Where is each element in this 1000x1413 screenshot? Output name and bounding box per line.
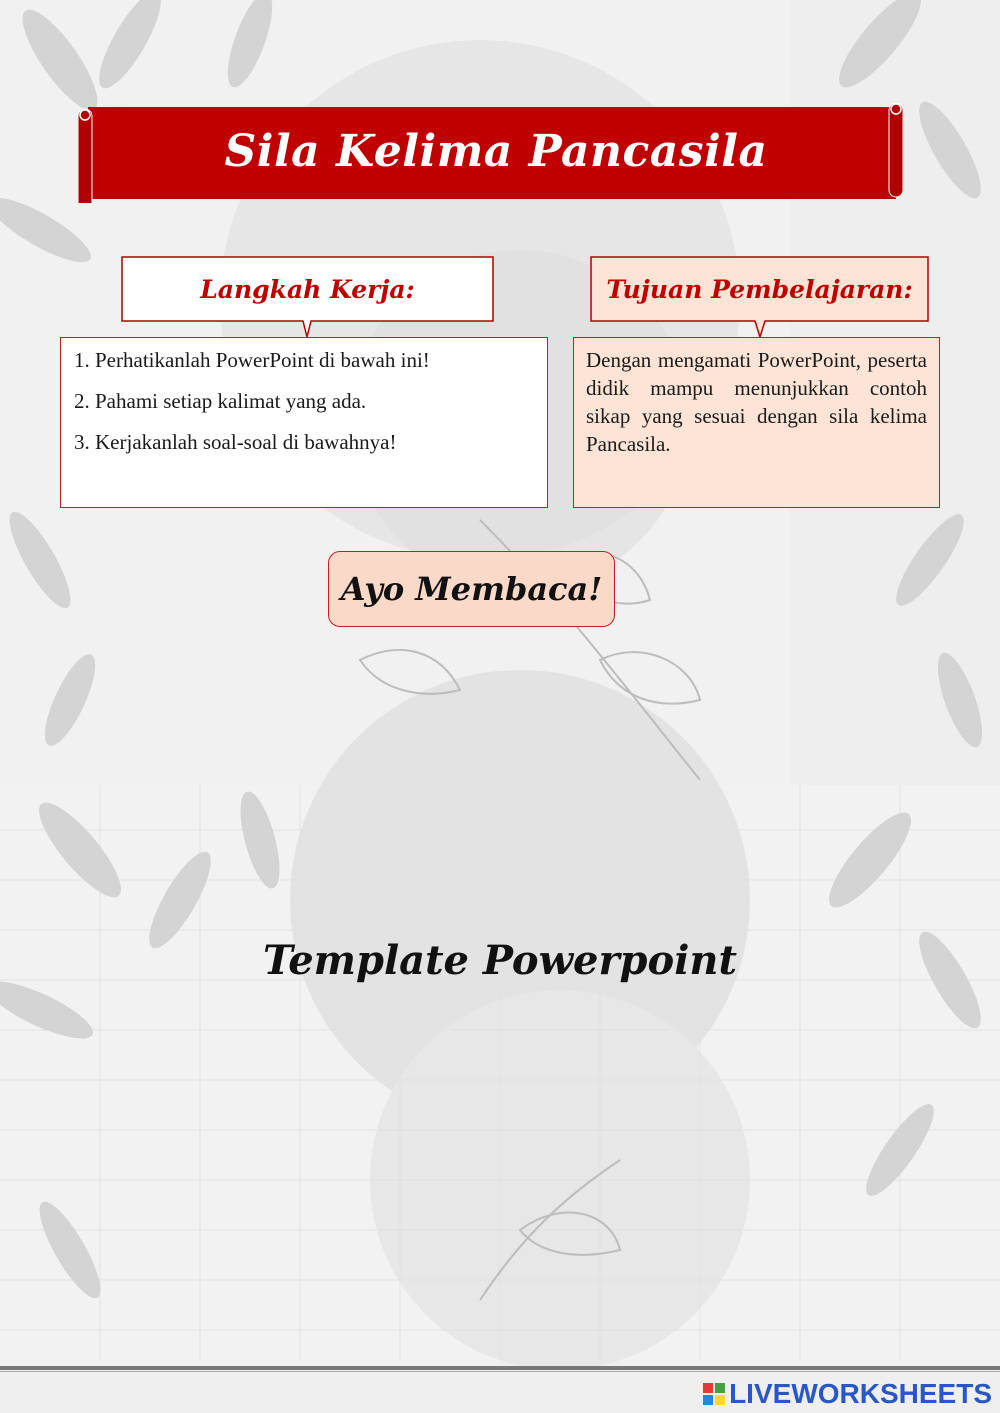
steps-heading: Langkah Kerja: [200, 274, 415, 304]
steps-heading-tag [121, 256, 494, 322]
read-button[interactable]: Ayo Membaca! [328, 551, 615, 627]
list-item: 2. Pahami setiap kalimat yang ada. [74, 389, 367, 413]
liveworksheets-logo-icon [703, 1383, 725, 1405]
list-item: 3. Kerjakanlah soal-soal di bawahnya! [74, 430, 397, 454]
brand-name: LIVEWORKSHEETS [729, 1378, 992, 1409]
goals-text: Dengan mengamati PowerPoint, peserta didik mampu menunjukkan contoh sikap yang sesuai dengan sila kelima Pancasila. [586, 348, 927, 456]
goals-box [573, 337, 940, 508]
footer-divider [0, 1366, 1000, 1370]
template-label: Template Powerpoint [263, 936, 737, 984]
footer-divider [0, 1371, 1000, 1372]
steps-box [60, 337, 548, 508]
goals-heading: Tujuan Pembelajaran: [606, 274, 913, 304]
liveworksheets-logo[interactable] [703, 1378, 992, 1410]
steps-list [74, 348, 534, 455]
page-title: Sila Kelima Pancasila [224, 125, 768, 177]
list-item: 1. Perhatikanlah PowerPoint di bawah ini! [74, 348, 430, 372]
goals-heading-tag [590, 256, 929, 322]
